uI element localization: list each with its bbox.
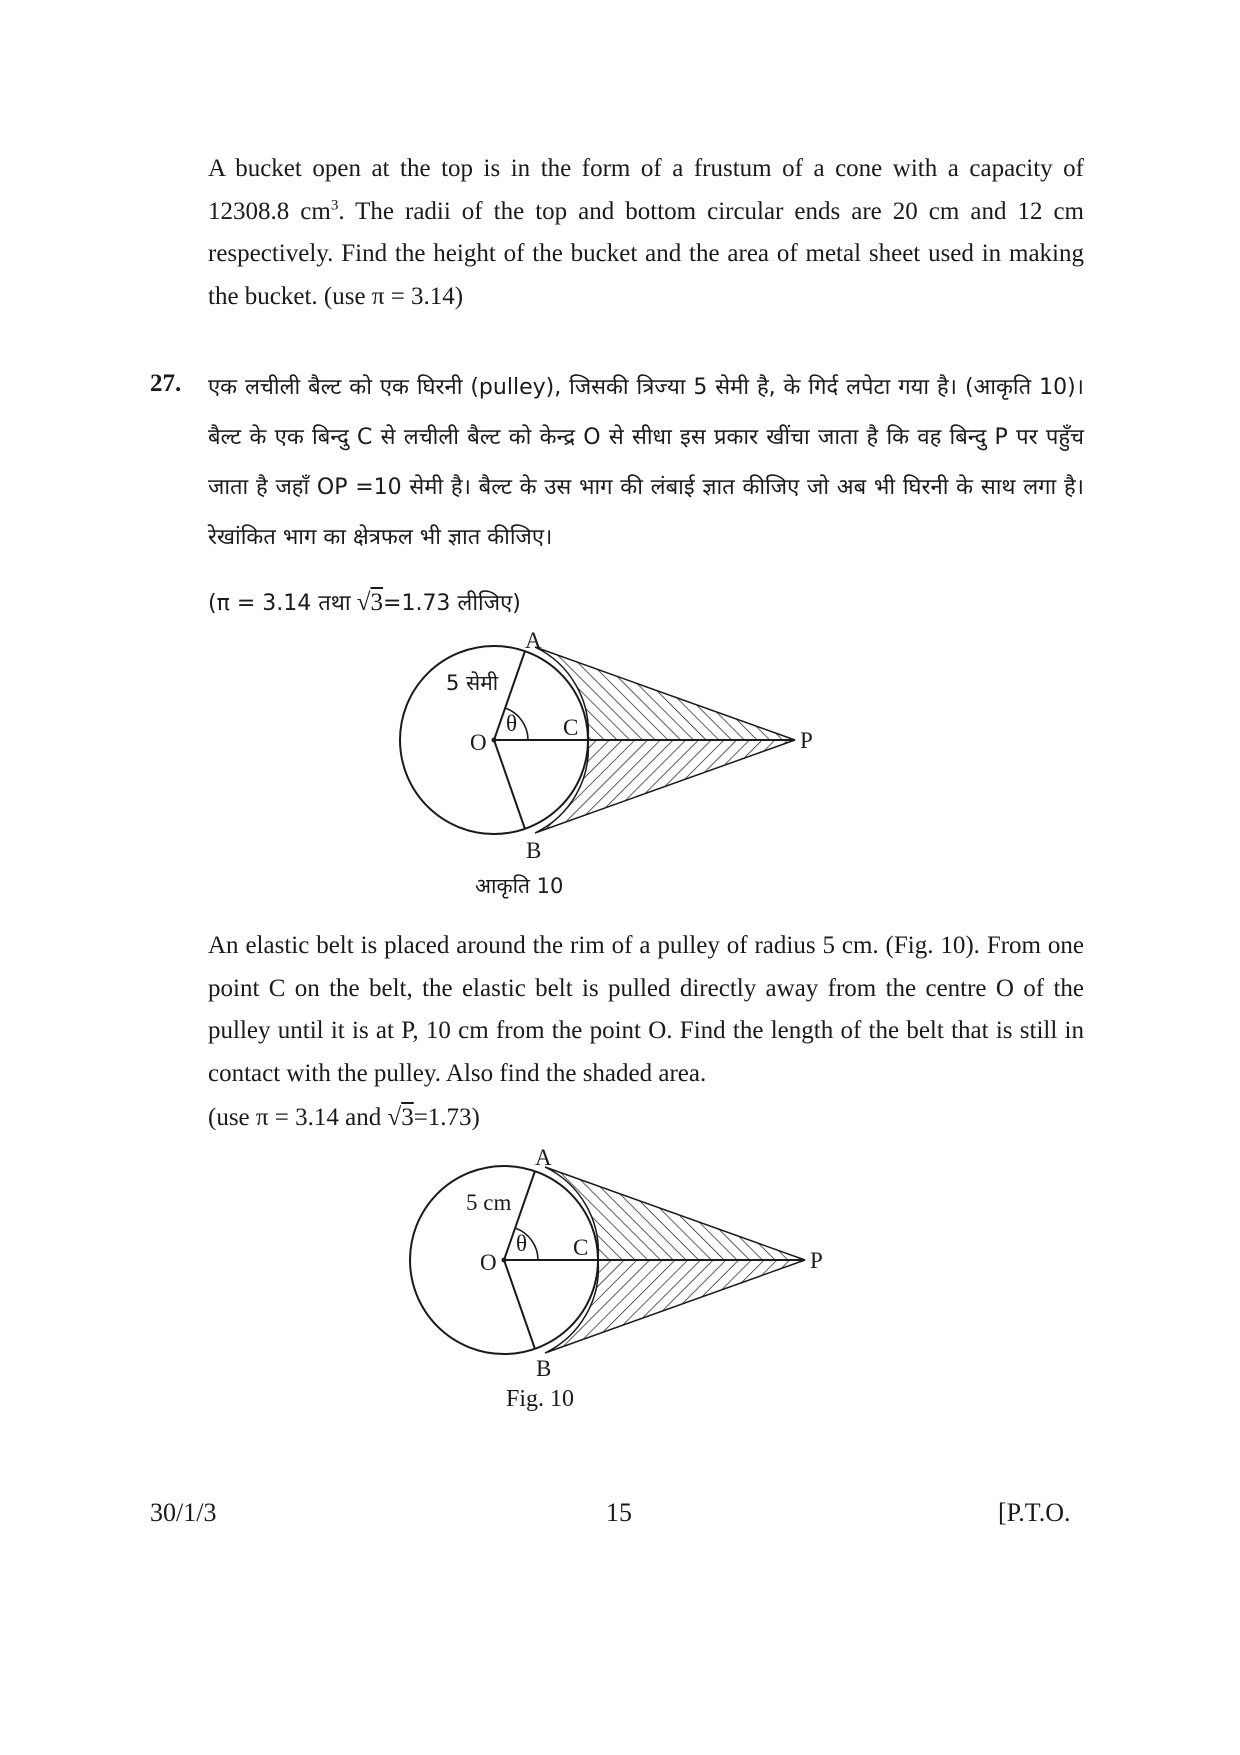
label-B-english: B bbox=[536, 1356, 552, 1380]
english-pulley-figure bbox=[400, 1140, 840, 1380]
shaded-region-lower bbox=[535, 740, 795, 833]
hindi-constants-note bbox=[208, 587, 521, 617]
sqrt-symbol-english: √3 bbox=[387, 1104, 414, 1131]
please-turn-over: [P.T.O. bbox=[998, 1498, 1071, 1527]
english-constants-note bbox=[208, 1104, 480, 1132]
center-dot-english bbox=[502, 1258, 507, 1263]
angle-label-english: θ bbox=[516, 1231, 528, 1256]
q27-english-text: An elastic belt is placed around the rim of a pulley of radius 5 cm. (Fig. 10). From one point C on the belt, the elastic belt is pulled directly away from the centre O of the pulley until it is at P, 10 cm from the point O. Find the length of the belt that is still in contact with the pulley. Also find the shaded area. bbox=[208, 932, 1084, 1087]
english-figure-caption: Fig. 10 bbox=[506, 1386, 575, 1412]
label-C-english: C bbox=[573, 1235, 589, 1260]
radius-OB bbox=[494, 740, 525, 829]
q27-hindi-text: एक लचीली बैल्ट को एक घिरनी (pulley), जिसकी त्रिज्या 5 सेमी है, के गिर्द लपेटा गया है। (आकृति 10)। बैल्ट के एक बिन्दु C से लचीली बैल्ट को केन्द्र O से सीधा इस प्रकार खींचा जाता है कि वह बिन्दु P पर पहुँच जाता है जहाँ OP =10 सेमी है। बैल्ट के उस भाग की लंबाई ज्ञात कीजिए जो अब भी घिरनी के साथ लगा है। रेखांकित भाग का क्षेत्रफल भी ज्ञात कीजिए। bbox=[208, 375, 1084, 550]
label-A-english: A bbox=[535, 1145, 552, 1170]
sqrt-radicand: 3 bbox=[370, 589, 384, 616]
radius-OB-english bbox=[504, 1260, 535, 1349]
hindi-note-prefix: (π = 3.14 तथा bbox=[208, 591, 351, 616]
q26-text-part2: . The radii of the top and bottom circular ends are 20 cm and 12 cm respectively. Find the height of the bucket and the area of metal sheet used in making the bucket. (use π = 3.14) bbox=[208, 197, 1084, 310]
radius-label-english: 5 cm bbox=[466, 1190, 512, 1215]
english-note-prefix: (use π = 3.14 and bbox=[208, 1104, 382, 1131]
hindi-figure-caption: आकृति 10 bbox=[475, 874, 564, 898]
q26-english-text bbox=[208, 148, 1084, 318]
label-P-english: P bbox=[810, 1248, 823, 1273]
label-P: P bbox=[800, 728, 813, 753]
label-O-english: O bbox=[480, 1250, 497, 1275]
label-B: B bbox=[526, 838, 542, 863]
label-A: A bbox=[525, 628, 542, 653]
shaded-region-lower-english bbox=[545, 1260, 805, 1353]
sqrt-radicand-english: 3 bbox=[401, 1104, 414, 1131]
label-C: C bbox=[563, 715, 579, 740]
question-number: 27. bbox=[150, 370, 182, 397]
page-number: 15 bbox=[606, 1498, 632, 1527]
hindi-pulley-figure bbox=[390, 628, 830, 868]
sqrt-symbol: √3 bbox=[356, 589, 384, 616]
english-note-suffix: =1.73) bbox=[413, 1104, 480, 1131]
center-dot bbox=[492, 738, 497, 743]
q26-text-part1: A bucket open at the top is in the form of a frustum of a cone with a capacity of 12308.8 cm bbox=[208, 155, 1084, 225]
angle-label: θ bbox=[506, 711, 518, 736]
paper-code: 30/1/3 bbox=[150, 1498, 217, 1527]
q26-superscript: 3 bbox=[330, 197, 339, 214]
label-O: O bbox=[470, 730, 487, 755]
hindi-note-suffix: =1.73 लीजिए) bbox=[383, 591, 521, 616]
radius-label: 5 सेमी bbox=[446, 671, 499, 695]
